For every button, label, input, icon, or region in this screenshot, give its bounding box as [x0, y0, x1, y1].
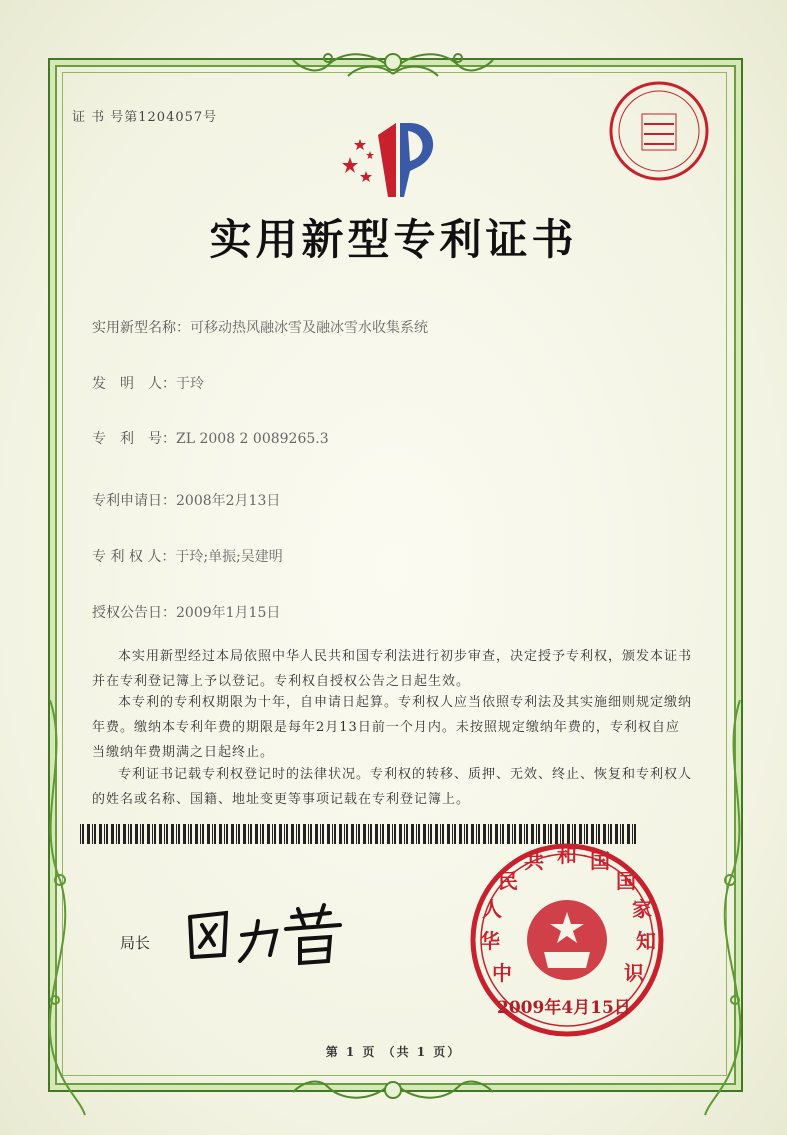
- svg-text:国: 国: [616, 871, 636, 893]
- field-utility-model-name: [92, 317, 428, 337]
- field-grant-date: [92, 602, 280, 622]
- field-label: 专利申请日：: [92, 493, 176, 509]
- director-signature-icon: [180, 895, 350, 975]
- field-value: ZL 2008 2 0089265.3: [176, 431, 329, 447]
- field-value: 于玲: [176, 376, 204, 392]
- top-ornament-icon: [273, 40, 513, 84]
- svg-text:和: 和: [557, 845, 577, 867]
- field-patent-number: [92, 428, 329, 448]
- svg-text:华: 华: [480, 931, 500, 953]
- svg-text:中: 中: [492, 963, 512, 985]
- field-label: 专 利 权 人：: [92, 549, 176, 565]
- paragraph-grant-notice: 本实用新型经过本局依照中华人民共和国专利法进行初步审查，决定授予专利权，颁发本证书并在专利登记簿上予以登记。专利权自授权公告之日起生效。: [92, 649, 693, 689]
- director-label: 局长: [120, 934, 151, 952]
- field-value: 可移动热风融冰雪及融冰雪水收集系统: [190, 320, 428, 336]
- svg-text:共: 共: [524, 851, 544, 873]
- field-label: 授权公告日：: [92, 605, 176, 621]
- svg-text:人: 人: [482, 899, 502, 921]
- field-application-date: [92, 490, 280, 510]
- svg-text:识: 识: [624, 963, 644, 985]
- field-label: 实用新型名称：: [92, 320, 190, 336]
- field-value: 2008年2月13日: [176, 493, 281, 509]
- paragraph-legal-status: 专利证书记载专利权登记时的法律状况。专利权的转移、质押、无效、终止、恢复和专利权人的姓名或名称、国籍、地址变更等事项记载在专利登记簿上。: [92, 767, 693, 807]
- page-footer: 第 1 页 （共 1 页）: [325, 1045, 462, 1059]
- svg-text:民: 民: [498, 871, 518, 893]
- field-label: 发 明 人：: [92, 376, 176, 392]
- certificate-title: 实用新型专利证书: [209, 215, 578, 264]
- svg-text:家: 家: [632, 899, 652, 921]
- tax-stamp-icon: [606, 78, 712, 184]
- field-inventor: [92, 373, 204, 393]
- patent-office-logo-icon: [338, 115, 448, 205]
- paragraph-term-notice: 本专利的专利权期限为十年，自申请日起算。专利权人应当依照专利法及其实施细则规定缴纳年费。缴纳本专利年费的期限是每年2月13日前一个月内。未按照规定缴纳年费的，专利权自应当缴纳年费期满之日起终止。: [92, 695, 693, 760]
- field-label: 专 利 号：: [92, 431, 176, 447]
- svg-text:知: 知: [636, 931, 656, 953]
- field-value: 于玲;单振;吴建明: [175, 549, 283, 565]
- svg-text:国: 国: [590, 851, 610, 873]
- bottom-ornament-icon: [273, 1068, 513, 1112]
- field-patentee: [92, 546, 283, 566]
- field-value: 2009年1月15日: [176, 605, 281, 621]
- certificate-number: 证 书 号第1204057号: [72, 110, 218, 125]
- seal-date: 2009年4月15日: [497, 998, 631, 1018]
